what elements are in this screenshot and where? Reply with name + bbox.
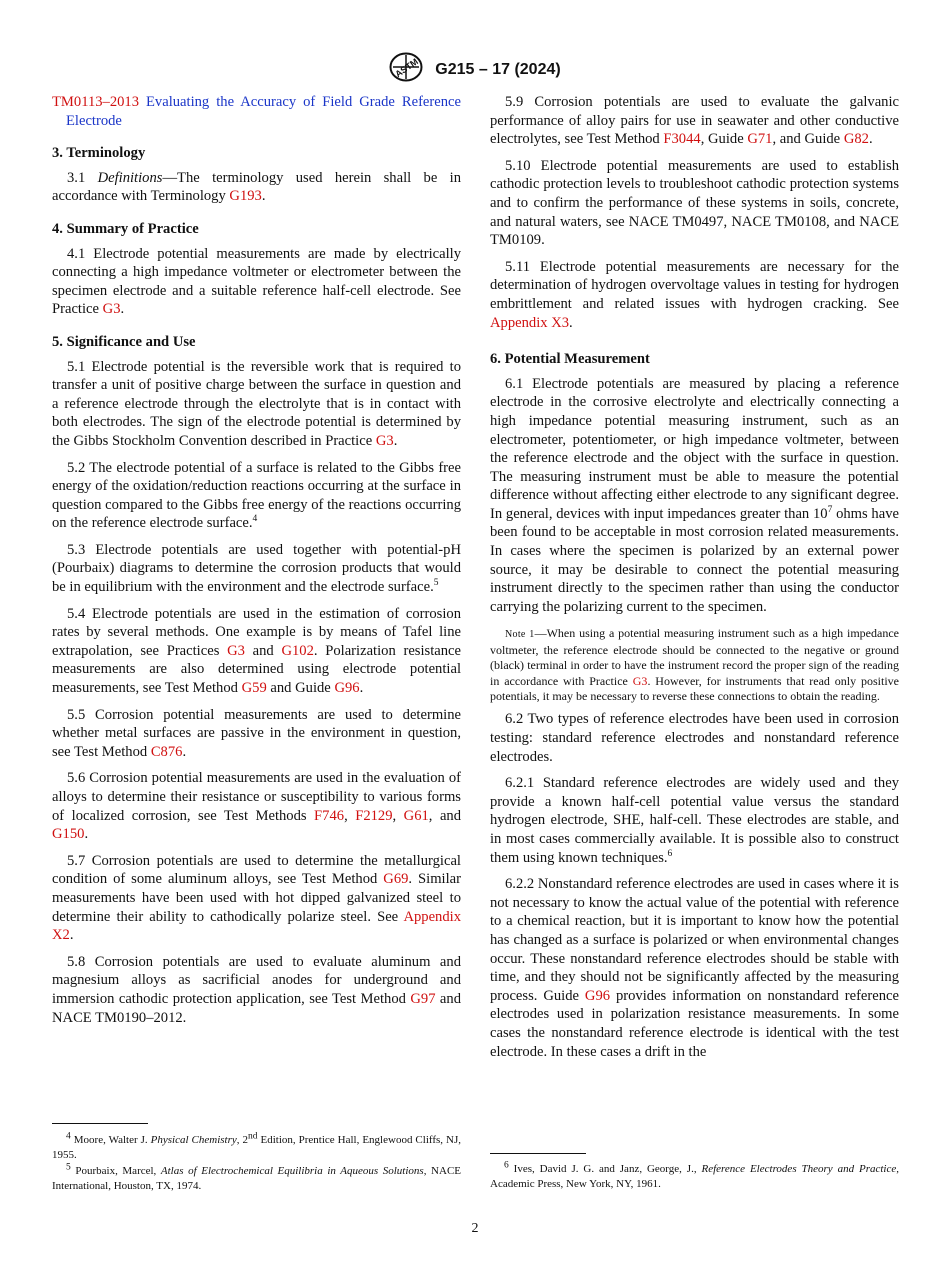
footnote-6: $^6$ Ives, David J. G. and Janz, George, J., Reference Electrodes Theory and Practice, Academic Press, New York, NY, 1961. bbox=[490, 1160, 899, 1190]
section-4-title: 4. Summary of Practice bbox=[52, 220, 199, 237]
section-5-title: 5. Significance and Use bbox=[52, 333, 196, 350]
para-6-2-2: 6.2.2 Nonstandard reference electrodes are used in cases where it is not necessary to know the actual value of the potential with reference to a chemical reaction, but it is important to know how the potential has changed as a surface is polarized or when environmental changes occur. These nonstandard reference electrodes should be stable with time, and they should not be significantly affected by the measuring process. Guide G96 provides information on nonstandard reference electrodes used in polarization resistance measurements. In some cases the nonstandard reference electrode is identical with the test electrode. In these cases a drift in the bbox=[490, 876, 899, 1060]
g82-link[interactable]: G82 bbox=[843, 131, 869, 148]
section-6-title: 6. Potential Measurement bbox=[490, 351, 650, 368]
g102-link[interactable]: G102 bbox=[281, 642, 314, 659]
g59-link[interactable]: G59 bbox=[241, 680, 267, 697]
astm-logo-icon bbox=[389, 52, 423, 87]
g71-link[interactable]: G71 bbox=[747, 131, 773, 148]
f3044-link[interactable]: F3044 bbox=[663, 131, 701, 148]
tm0113-link[interactable]: TM0113–2013 Evaluating the Accuracy of Field Grade Reference Electrode bbox=[52, 94, 461, 129]
g3-link[interactable]: G3 bbox=[102, 301, 121, 318]
para-5-10: 5.10 Electrode potential measurements are used to establish cathodic protection levels to troubleshoot cathodic protection systems and to confirm the performance of these systems in soils, concrete, and natural waters, see NACE TM0497, NACE TM0108, and NACE TM0109. bbox=[490, 157, 899, 249]
para-5-4: 5.4 Electrode potentials are used in the estimation of corrosion rates by several methods. One example is by means of Tafel line extrapolation, see Practices G3 and G102. Polarization resistance measurements are also determined using electrode potential measurements, see Test Method G59 and Guide G96. bbox=[52, 605, 461, 697]
document-designation: G215 – 17 (2024) bbox=[435, 60, 561, 78]
appendix-x3-link[interactable]: Appendix X3 bbox=[490, 314, 570, 331]
para-5-6: 5.6 Corrosion potential measurements are used in the evaluation of alloys to determine their resistance or susceptibility to various forms of localized corrosion, see Test Methods F746, F2129, G61, and G150. bbox=[52, 770, 462, 843]
para-5-8: 5.8 Corrosion potentials are used to evaluate aluminum and magnesium alloys as sacrificial anodes for underground and immersion cathodic protection application, see Test Method G97 and NACE TM0190–2012. bbox=[52, 953, 461, 1026]
footnote-ref-4[interactable]: 4 bbox=[252, 514, 258, 525]
appendix-x2-link[interactable]: Appendix X2 bbox=[52, 908, 461, 944]
para-6-2: 6.2 Two types of reference electrodes have been used in corrosion testing: standard reference electrodes and nonstandard reference electrodes. bbox=[490, 711, 899, 765]
g3-link[interactable]: G3 bbox=[632, 673, 648, 688]
footnote-5: $^5$ Pourbaix, Marcel, Atlas of Electrochemical Equilibria in Aqueous Solutions, NACE International, Houston, TX, 1974. bbox=[52, 1162, 462, 1192]
svg-text:ASTM: ASTM bbox=[393, 56, 421, 80]
para-3-1: 3.1 Definitions—The terminology used herein shall be in accordance with Terminology G193. bbox=[52, 169, 461, 205]
para-4-1: 4.1 Electrode potential measurements are made by electrically connecting a high impedance voltmeter or electrometer between the specimen electrode and a suitable reference half-cell electrode. See Practice G3. bbox=[52, 245, 461, 318]
para-5-5: 5.5 Corrosion potential measurements are used to determine whether metal surfaces are passive in the environment in question, see Test Method C876. bbox=[52, 706, 461, 760]
g150-link[interactable]: G150 bbox=[52, 826, 85, 843]
footnote-divider bbox=[490, 1153, 586, 1154]
page-number: 2 bbox=[471, 1221, 479, 1236]
g3-link[interactable]: G3 bbox=[227, 642, 245, 659]
para-5-9: 5.9 Corrosion potentials are used to evaluate the galvanic performance of alloy pairs for use in seawater and other conductive electrolytes, see Test Method F3044, Guide G71, and Guide G82. bbox=[490, 94, 899, 148]
f2129-link[interactable]: F2129 bbox=[355, 807, 393, 824]
left-footnotes bbox=[52, 1133, 461, 1195]
para-5-7: 5.7 Corrosion potentials are used to determine the metallurgical condition of some aluminum alloys, see Test Method G69. Similar measurements have been used with hot dipped galvanized steel to determine their ability to cathodically polarize steel. See Appendix X2. bbox=[52, 852, 461, 944]
left-column bbox=[52, 93, 461, 1035]
right-column bbox=[490, 93, 899, 1069]
g97-link[interactable]: G97 bbox=[410, 990, 436, 1007]
para-6-1: 6.1 Electrode potentials are measured by placing a reference electrode in the corrosive electrolyte and electrically connecting a high impedance potential measuring instrument, such as an electrometer, potentiometer, or high impedance voltmeter, between the reference electrode and the object with the surface in question. The measuring instrument must be able to measure the potential difference without affecting either electrode to any significant degree. In general, devices with input impedances greater than $10^7$ ohms have been found to be acceptable in most corrosion related measurements. In cases where the specimen is polarized by an external power source, it may be desirable to connect the potential measuring instrument directly to the specimen rather than using the conductor carrying the polarizing current to the specimen. bbox=[490, 375, 899, 615]
para-6-2-1: 6.2.1 Standard reference electrodes are widely used and they provide a known half-cell potential value versus the standard hydrogen electrode, SHE, half-cell. These electrodes are stable, and in most cases commercially available. It is possible also to construct them using known techniques.$^6$ bbox=[490, 775, 899, 866]
para-5-3: 5.3 Electrode potentials are used together with potential-pH (Pourbaix) diagrams to determine the corrosion products that would be in equilibrium with the environment and the electrode surface.$^5$ bbox=[52, 541, 461, 596]
g96-link[interactable]: G96 bbox=[334, 680, 360, 697]
g61-link[interactable]: G61 bbox=[403, 807, 429, 824]
footnote-ref-5[interactable]: 5 bbox=[433, 578, 439, 589]
footnote-ref-6[interactable]: 6 bbox=[667, 848, 673, 859]
g193-link[interactable]: G193 bbox=[229, 188, 262, 205]
c876-link[interactable]: C876 bbox=[150, 743, 183, 760]
para-5-2: 5.2 The electrode potential of a surface is related to the Gibbs free energy of the oxidation/reduction reactions occurring at the surface in question compared to the Gibbs free energy of the reactions occurring on the reference electrode surface.$^4$ bbox=[52, 459, 461, 532]
g96-link[interactable]: G96 bbox=[584, 987, 611, 1004]
footnote-4: $^4$ Moore, Walter J. Physical Chemistry, 2nd Edition, Prentice Hall, Englewood Cliffs, NJ, 1955. bbox=[52, 1131, 462, 1161]
section-3-title: 3. Terminology bbox=[52, 145, 146, 162]
f746-link[interactable]: F746 bbox=[314, 807, 345, 824]
note-1: Note 1—When using a potential measuring instrument such as a high impedance voltmeter, the reference electrode should be connected to the negative or ground (black) terminal in order to have the instrument record the proper sign of the reading in accordance with Practice G3. However, for instruments that read only positive potentials, it may be necessary to reverse these connections to obtain the reading. bbox=[490, 626, 900, 704]
page-header bbox=[0, 52, 950, 84]
reference-entry bbox=[52, 93, 461, 130]
footnote-divider bbox=[52, 1123, 148, 1124]
g69-link[interactable]: G69 bbox=[383, 871, 409, 888]
g3-link[interactable]: G3 bbox=[375, 432, 394, 449]
para-5-11: 5.11 Electrode potential measurements are necessary for the determination of hydrogen overvoltage values in testing for hydrogen embrittlement and related issues with hydrogen cracking. See Appendix X3. bbox=[490, 258, 899, 331]
right-footnotes bbox=[490, 1162, 899, 1193]
para-5-1: 5.1 Electrode potential is the reversible work that is required to transfer a unit of positive charge between the surface in question and a reference electrode through the electrolyte that is in contact with both electrodes. The sign of the electrode potential is determined by the Gibbs Stockholm Convention described in Practice G3. bbox=[52, 358, 461, 449]
